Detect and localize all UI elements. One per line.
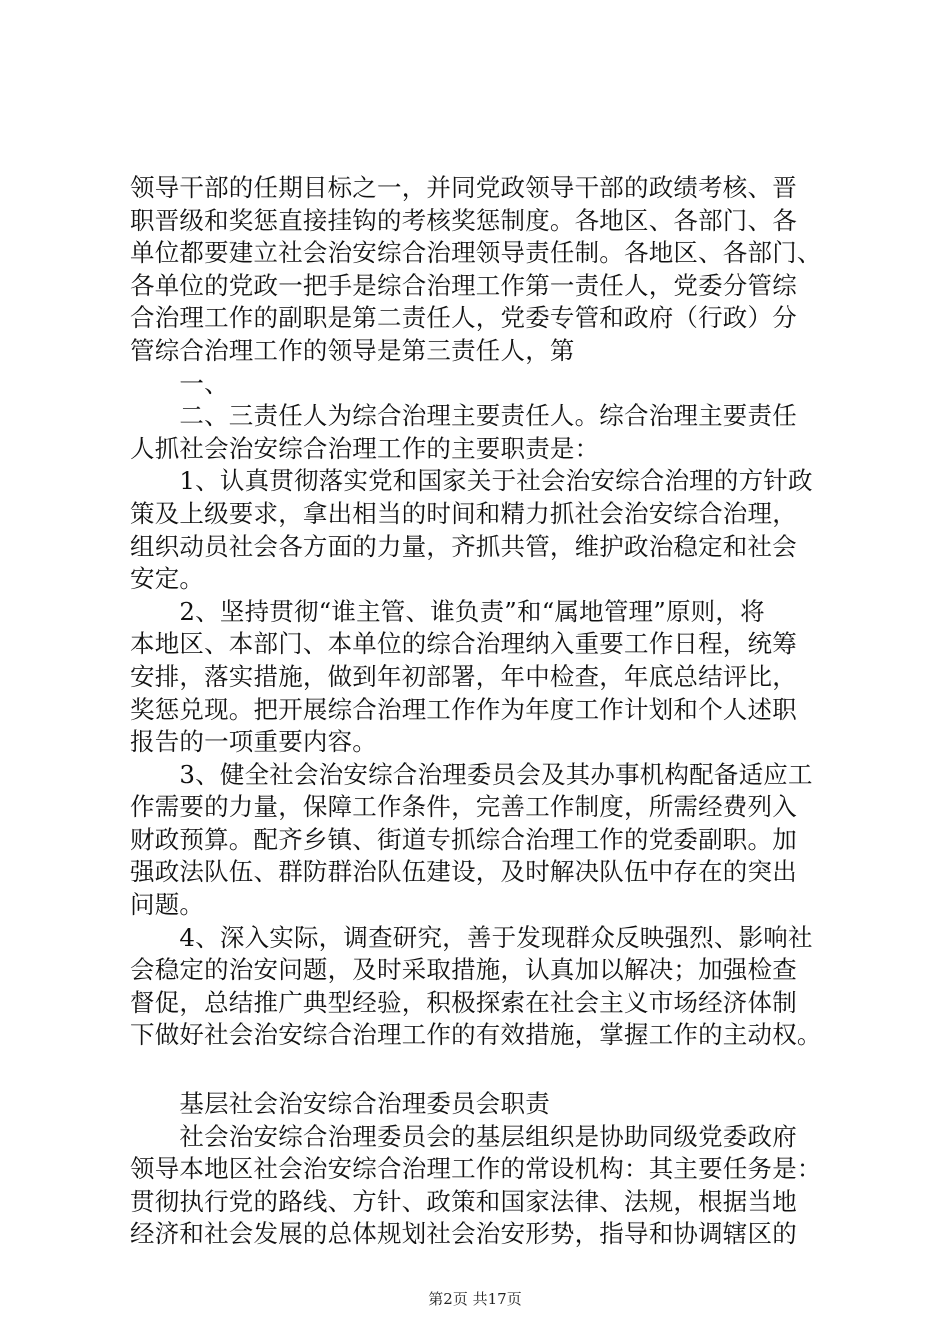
paragraph-line: 一、 bbox=[130, 368, 229, 398]
paragraph-line: 组织动员社会各方面的力量，齐抓共管，维护政治稳定和社会 bbox=[130, 531, 797, 561]
paragraph-line: 会稳定的治安问题，及时采取措施，认真加以解决；加强检查 bbox=[130, 955, 797, 985]
paragraph-line: 各单位的党政一把手是综合治理工作第一责任人，党委分管综 bbox=[130, 270, 797, 300]
paragraph-line: 社会治安综合治理委员会的基层组织是协助同级党委政府 bbox=[130, 1121, 797, 1151]
paragraph-line: 管综合治理工作的领导是第三责任人，第 bbox=[130, 335, 575, 365]
paragraph-line: 2、坚持贯彻“谁主管、谁负责”和“属地管理”原则，将 bbox=[130, 596, 765, 626]
document-body bbox=[130, 172, 830, 1251]
paragraph-line: 领导本地区社会治安综合治理工作的常设机构：其主要任务是： bbox=[130, 1154, 822, 1184]
paragraph-line: 强政法队伍、群防群治队伍建设，及时解决队伍中存在的突出 bbox=[130, 857, 797, 887]
paragraph-line: 安定。 bbox=[130, 564, 205, 594]
section-title: 基层社会治安综合治理委员会职责 bbox=[130, 1089, 550, 1119]
paragraph-line: 1、认真贯彻落实党和国家关于社会治安综合治理的方针政 bbox=[130, 466, 813, 496]
paragraph-line: 二、三责任人为综合治理主要责任人。综合治理主要责任 bbox=[130, 401, 797, 431]
paragraph-line: 经济和社会发展的总体规划社会治安形势，指导和协调辖区的 bbox=[130, 1219, 797, 1249]
paragraph-line: 下做好社会治安综合治理工作的有效措施，掌握工作的主动权。 bbox=[130, 1020, 822, 1050]
paragraph-line: 合治理工作的副职是第二责任人，党委专管和政府（行政）分 bbox=[130, 303, 797, 333]
paragraph-line: 4、深入实际，调查研究，善于发现群众反映强烈、影响社 bbox=[130, 922, 813, 952]
paragraph-line: 贯彻执行党的路线、方针、政策和国家法律、法规，根据当地 bbox=[130, 1186, 797, 1216]
paragraph-line: 问题。 bbox=[130, 890, 205, 920]
paragraph-line: 财政预算。配齐乡镇、街道专抓综合治理工作的党委副职。加 bbox=[130, 824, 797, 854]
paragraph-line: 领导干部的任期目标之一，并同党政领导干部的政绩考核、晋 bbox=[130, 173, 797, 202]
paragraph-line: 督促，总结推广典型经验，积极探索在社会主义市场经济体制 bbox=[130, 987, 797, 1017]
section-gap bbox=[130, 1052, 830, 1088]
paragraph-line: 职晋级和奖惩直接挂钩的考核奖惩制度。各地区、各部门、各 bbox=[130, 205, 797, 235]
paragraph-line: 报告的一项重要内容。 bbox=[130, 727, 377, 757]
paragraph-line: 奖惩兑现。把开展综合治理工作作为年度工作计划和个人述职 bbox=[130, 694, 797, 724]
page-footer: 第2页 共17页 bbox=[428, 1290, 522, 1308]
paragraph-line: 人抓社会治安综合治理工作的主要职责是： bbox=[130, 433, 600, 463]
paragraph-line: 本地区、本部门、本单位的综合治理纳入重要工作日程，统筹 bbox=[130, 629, 797, 659]
paragraph-line: 策及上级要求，拿出相当的时间和精力抓社会治安综合治理， bbox=[130, 498, 797, 528]
paragraph-line: 安排，落实措施，做到年初部署，年中检查，年底总结评比， bbox=[130, 661, 797, 691]
paragraph-line: 作需要的力量，保障工作条件，完善工作制度，所需经费列入 bbox=[130, 792, 797, 822]
paragraph-line: 单位都要建立社会治安综合治理领导责任制。各地区、各部门、 bbox=[130, 238, 822, 268]
paragraph-line: 3、健全社会治安综合治理委员会及其办事机构配备适应工 bbox=[130, 759, 813, 789]
